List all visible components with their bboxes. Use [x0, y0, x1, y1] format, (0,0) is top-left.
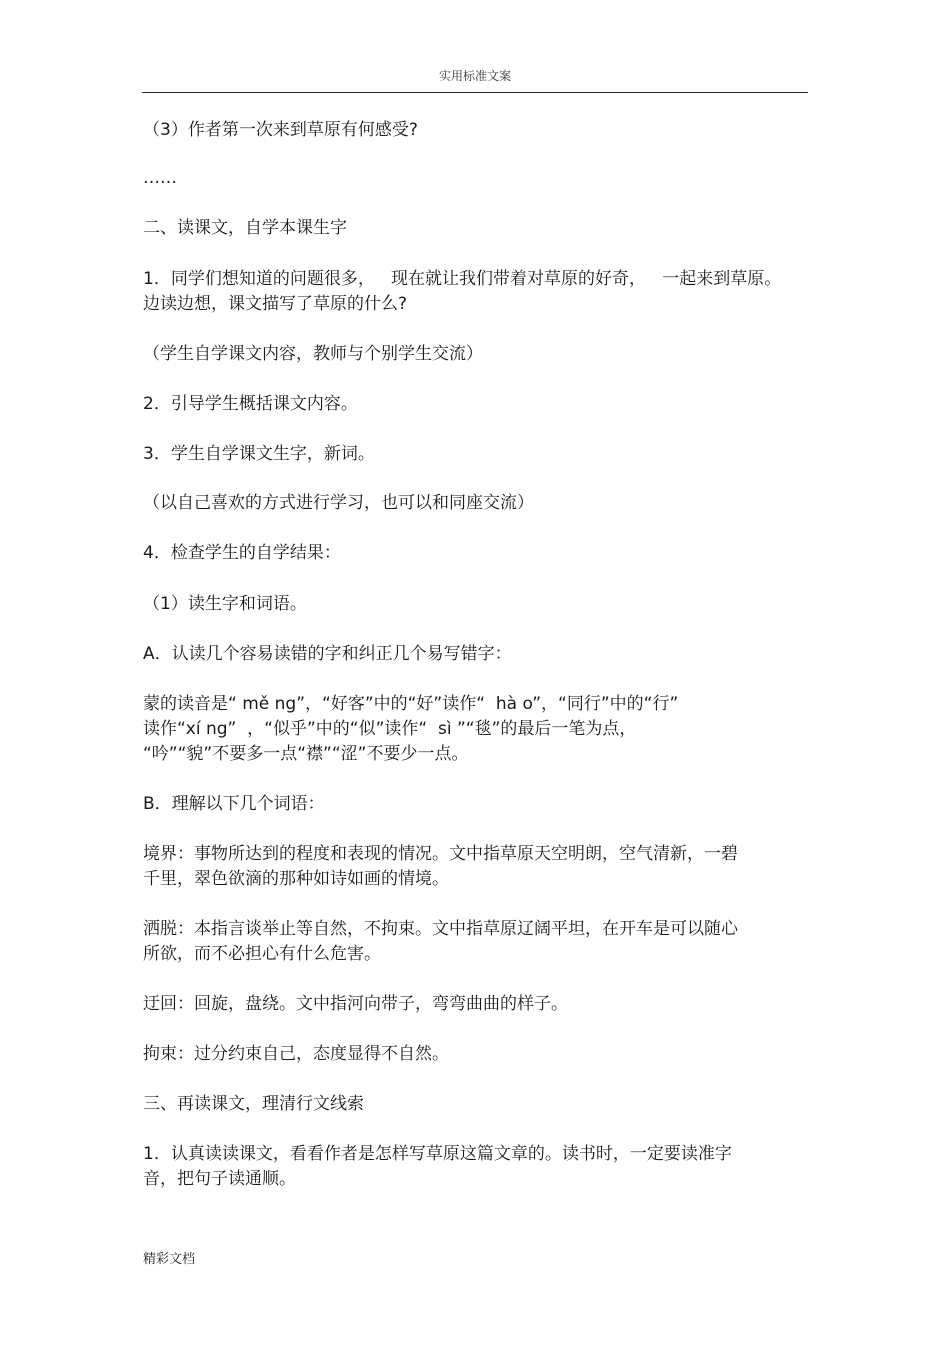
paragraph-line: （1）读生字和词语。	[143, 594, 307, 614]
header-title: 实用标准文案	[438, 69, 511, 83]
paragraph-line: 边读边想，课文描写了草原的什么?	[143, 294, 408, 314]
page-header	[142, 64, 808, 93]
paragraph-line: A．认读几个容易读错的字和纠正几个易写错字：	[143, 644, 512, 664]
paragraph-line: 读作“xí ng” ，“似乎”中的“似”读作“ sì ”“毯”的最后一笔为点，	[143, 719, 637, 739]
paragraph-line: “吟”“貌”不要多一点“襟”“涩”不要少一点。	[143, 744, 469, 764]
paragraph-line: （以自己喜欢的方式进行学习，也可以和同座交流）	[143, 493, 534, 513]
ellipsis: ……	[143, 168, 177, 188]
paragraph-line: 境界：事物所达到的程度和表现的情况。文中指草原天空明朗，空气清新，一碧	[143, 844, 738, 864]
section-heading-3: 三、再读课文，理清行文线索	[143, 1094, 364, 1114]
paragraph-line: 拘束：过分约束自己，态度显得不自然。	[143, 1044, 449, 1064]
paragraph-line: 洒脱：本指言谈举止等自然，不拘束。文中指草原辽阔平坦，在开车是可以随心	[143, 919, 738, 939]
paragraph-line: 蒙的读音是“ mě ng”，“好客”中的“好”读作“ hà o”，“同行”中的“行”	[143, 694, 679, 714]
paragraph-line: 迂回：回旋，盘绕。文中指河向带子，弯弯曲曲的样子。	[143, 994, 568, 1014]
paragraph-line: 4．检查学生的自学结果：	[143, 543, 341, 563]
question-3: （3）作者第一次来到草原有何感受?	[143, 120, 418, 140]
paragraph-line: 千里，翠色欲滴的那种如诗如画的情境。	[143, 869, 449, 889]
paragraph-line: B．理解以下几个词语：	[143, 794, 325, 814]
page-footer: 精彩文档	[143, 1252, 196, 1267]
paragraph-line: （学生自学课文内容，教师与个别学生交流）	[143, 344, 483, 364]
paragraph-line: 音，把句子读通顺。	[143, 1169, 296, 1189]
section-heading-2: 二、读课文，自学本课生字	[143, 218, 347, 238]
paragraph-line: 1．同学们想知道的问题很多， 现在就让我们带着对草原的好奇， 一起来到草原。	[143, 269, 782, 289]
paragraph-line: 3．学生自学课文生字，新词。	[143, 444, 375, 464]
paragraph-line: 所欲，而不必担心有什么危害。	[143, 944, 381, 964]
paragraph-line: 2．引导学生概括课文内容。	[143, 394, 358, 414]
paragraph-line: 1．认真读读课文，看看作者是怎样写草原这篇文章的。读书时，一定要读准字	[143, 1144, 732, 1164]
